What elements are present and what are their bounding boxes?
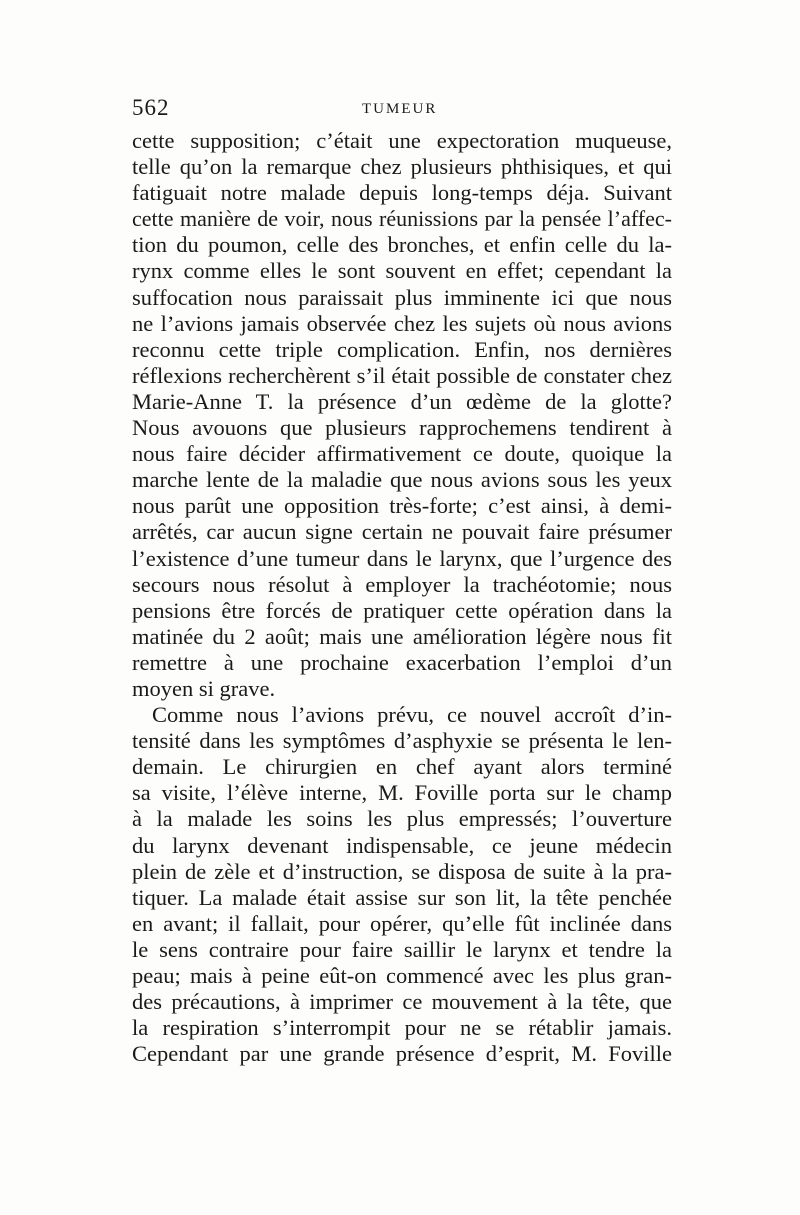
text-line: moyen si grave. bbox=[132, 675, 276, 701]
text-line: cette supposition; c’était une expectoration muqueuse, bbox=[132, 128, 672, 153]
text-line: réflexions recherchèrent s’il était possible de constater chez bbox=[132, 362, 672, 388]
text-line: pensions être forcés de pratiquer cette opération dans la bbox=[132, 597, 672, 623]
text-line: tiquer. La malade était assise sur son lit, la tête penchée bbox=[132, 884, 672, 910]
text-line: reconnu cette triple complication. Enfin, nos dernières bbox=[132, 336, 672, 362]
running-title: TUMEUR bbox=[362, 101, 438, 117]
text-line: l’existence d’une tumeur dans le larynx, que l’urgence des bbox=[132, 545, 672, 571]
text-line: remettre à une prochaine exacerbation l’emploi d’un bbox=[132, 649, 672, 675]
text-line: en avant; il fallait, pour opérer, qu’elle fût inclinée dans bbox=[132, 910, 672, 936]
text-line: fatiguait notre malade depuis long-temps déja. Suivant bbox=[132, 180, 672, 206]
text-line: sa visite, l’élève interne, M. Foville porta sur le champ bbox=[132, 780, 672, 806]
text-line: ne l’avions jamais observée chez les sujets où nous avions bbox=[132, 310, 672, 336]
text-line: des précautions, à imprimer ce mouvement à la tête, que bbox=[132, 989, 672, 1015]
text-line: marche lente de la maladie que nous avions sous les yeux bbox=[132, 467, 672, 493]
text-line: telle qu’on la remarque chez plusieurs phthisiques, et qui bbox=[132, 154, 672, 180]
page-number: 562 bbox=[132, 95, 170, 120]
text-line: Comme nous l’avions prévu, ce nouvel accroît d’in- bbox=[152, 702, 672, 728]
text-line: Nous avouons que plusieurs rapprochemens tendirent à bbox=[132, 415, 672, 441]
text-line: tensité dans les symptômes d’asphyxie se présenta le len- bbox=[132, 728, 672, 754]
text-line: demain. Le chirurgien en chef ayant alors terminé bbox=[132, 754, 672, 780]
text-line: nous parût une opposition très-forte; c’est ainsi, à demi- bbox=[132, 493, 672, 519]
text-line: la respiration s’interrompit pour ne se rétablir jamais. bbox=[132, 1015, 672, 1041]
text-line: matinée du 2 août; mais une amélioration légère nous fit bbox=[132, 623, 672, 649]
text-line: le sens contraire pour faire saillir le larynx et tendre la bbox=[132, 936, 672, 962]
text-line: suffocation nous paraissait plus imminente ici que nous bbox=[132, 284, 672, 310]
text-line: cette manière de voir, nous réunissions par la pensée l’affec- bbox=[132, 206, 672, 232]
text-line: secours nous résolut à employer la trachéotomie; nous bbox=[132, 571, 672, 597]
body-text bbox=[132, 128, 672, 1067]
text-line: peau; mais à peine eût-on commencé avec les plus gran- bbox=[132, 963, 672, 988]
text-line: du larynx devenant indispensable, ce jeune médecin bbox=[132, 832, 672, 858]
text-line: arrêtés, car aucun signe certain ne pouvait faire présumer bbox=[132, 519, 672, 545]
text-line: tion du poumon, celle des bronches, et enfin celle du la- bbox=[132, 232, 672, 258]
text-line: nous faire décider affirmativement ce doute, quoique la bbox=[132, 441, 672, 467]
text-line: rynx comme elles le sont souvent en effet; cependant la bbox=[132, 258, 672, 284]
text-line: Cependant par une grande présence d’esprit, M. Foville bbox=[132, 1041, 672, 1067]
text-line: plein de zèle et d’instruction, se disposa de suite à la pra- bbox=[132, 858, 672, 884]
text-line: à la malade les soins les plus empressés; l’ouverture bbox=[132, 806, 672, 832]
text-line: Marie-Anne T. la présence d’un œdème de la glotte? bbox=[132, 388, 672, 414]
running-head bbox=[132, 95, 672, 125]
